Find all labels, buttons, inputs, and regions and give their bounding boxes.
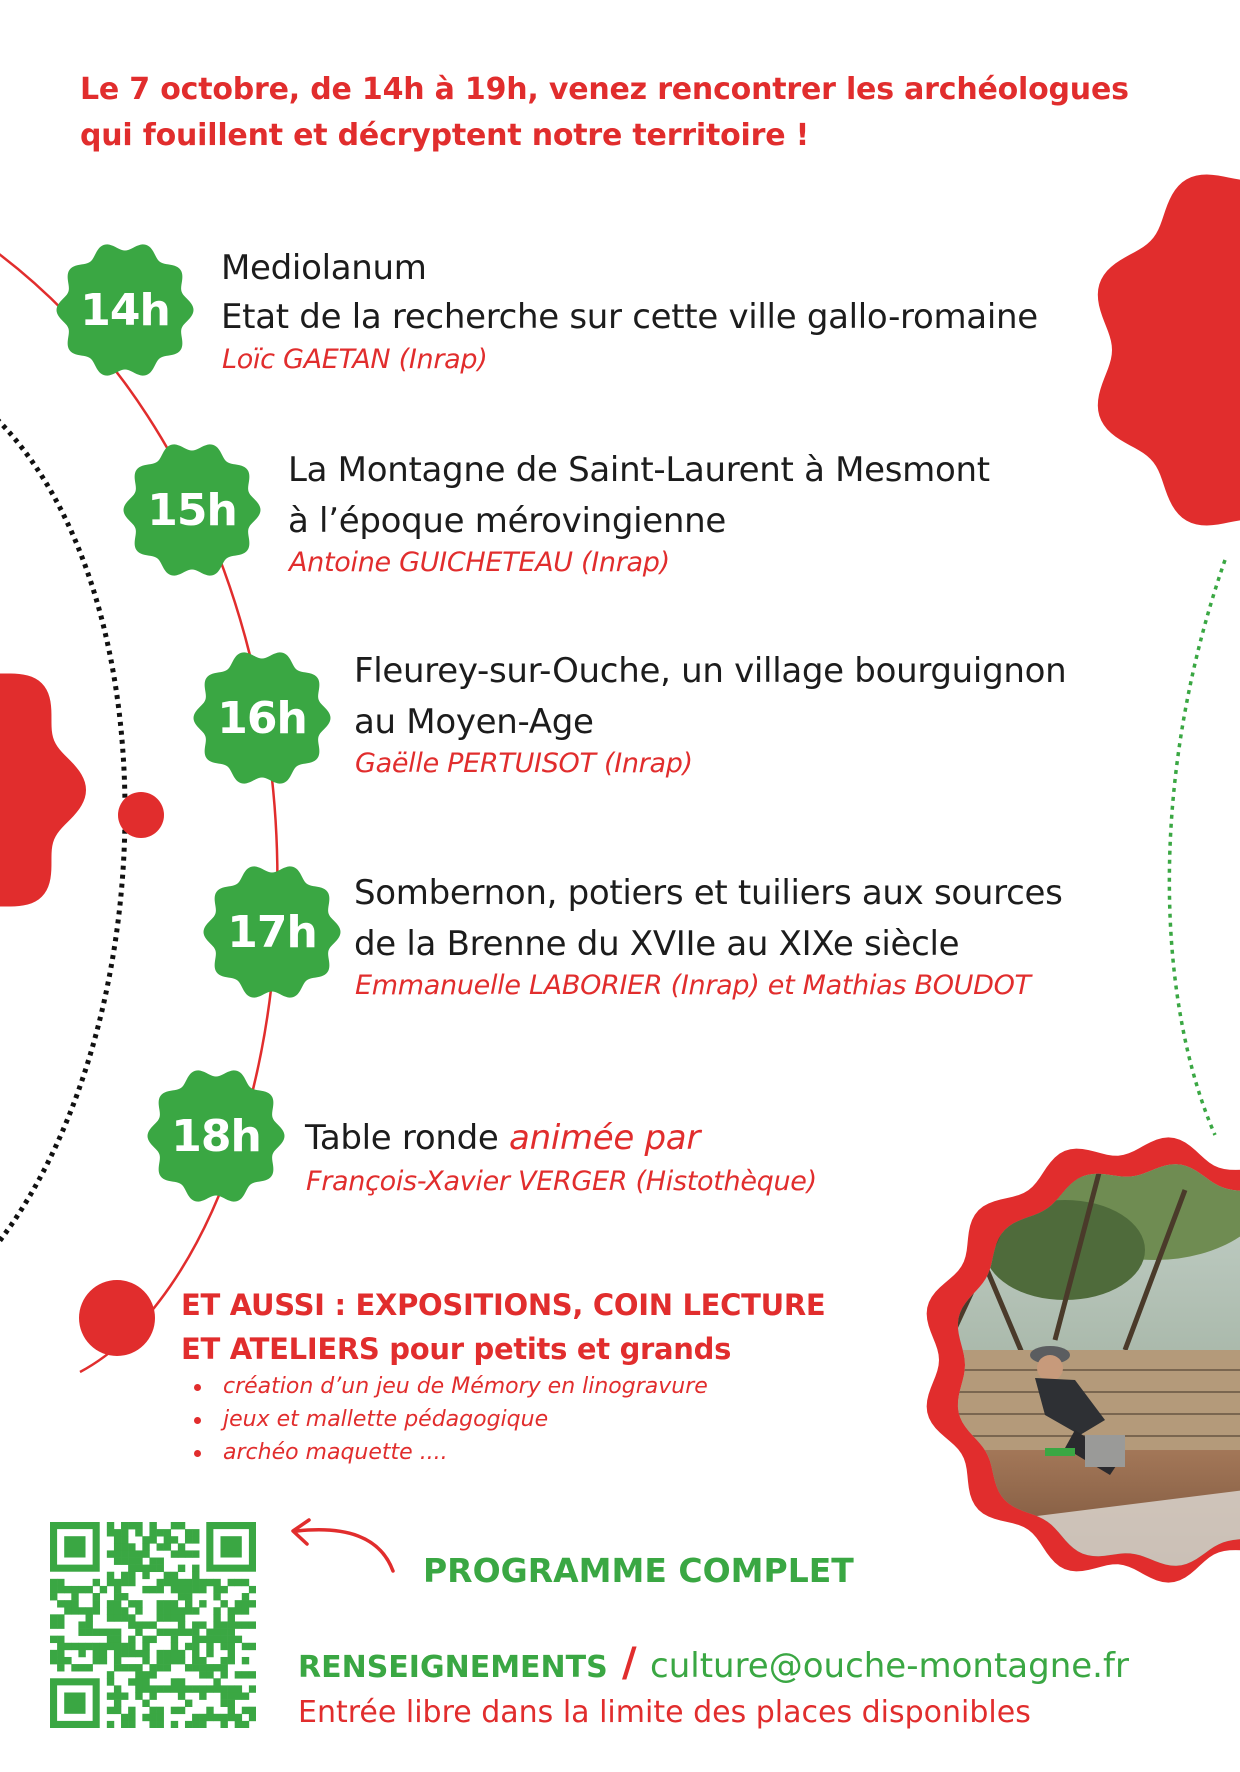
- list-item-label: archéo maquette ....: [223, 1440, 448, 1465]
- info-label: RENSEIGNEMENTS: [298, 1650, 608, 1685]
- speaker-name: Gaëlle PERTUISOT (Inrap): [355, 748, 693, 779]
- time-label: 16h: [217, 692, 307, 744]
- talk-title-line: Sombernon, potiers et tuiliers aux sources: [354, 873, 1063, 913]
- talk-title-line: La Montagne de Saint-Laurent à Mesmont: [288, 450, 990, 490]
- talk-title-line: de la Brenne du XVIIe au XIXe siècle: [354, 924, 960, 964]
- talk-title-line: au Moyen-Age: [354, 702, 594, 742]
- talk-title-line: Mediolanum: [221, 248, 427, 288]
- talk-title-accent: animée par: [509, 1118, 701, 1158]
- talk-title-line: à l’époque mérovingienne: [288, 501, 727, 541]
- curved-arrow-icon: [285, 1516, 400, 1576]
- speaker-name: Emmanuelle LABORIER (Inrap) et Mathias BOUDOT: [355, 970, 1031, 1001]
- list-item: [190, 1370, 708, 1403]
- decor-blob-left: [0, 639, 86, 941]
- excavation-photo: [905, 1130, 1240, 1590]
- entry-note: Entrée libre dans la limite des places disponibles: [298, 1695, 1031, 1730]
- time-label: 14h: [80, 284, 170, 336]
- time-label: 15h: [147, 484, 237, 536]
- programme-complet-link[interactable]: PROGRAMME COMPLET: [423, 1551, 854, 1590]
- separator-slash: /: [622, 1640, 637, 1686]
- decor-blob-right: [1098, 156, 1240, 545]
- activities-list: [190, 1370, 708, 1469]
- speaker-name: François-Xavier VERGER (Histothèque): [306, 1166, 817, 1197]
- list-item: [190, 1436, 708, 1469]
- decor-dot-large: [79, 1280, 155, 1356]
- list-item-label: jeux et mallette pédagogique: [223, 1407, 549, 1432]
- time-badge-15h: [122, 440, 262, 580]
- header-line-2: qui fouillent et décryptent notre territoire !: [80, 118, 810, 153]
- time-badge-16h: [192, 648, 332, 788]
- bullet-icon: [194, 1384, 201, 1391]
- time-badge-14h: [55, 240, 195, 380]
- time-badge-18h: [146, 1066, 286, 1206]
- header-line-1: Le 7 octobre, de 14h à 19h, venez rencontrer les archéologues: [80, 72, 1129, 107]
- time-badge-17h: [202, 862, 342, 1002]
- decor-dot: [118, 792, 164, 838]
- talk-title-line: Fleurey-sur-Ouche, un village bourguignon: [354, 651, 1067, 691]
- also-heading-line-2: ET ATELIERS pour petits et grands: [181, 1332, 732, 1366]
- contact-email-link[interactable]: culture@ouche-montagne.fr: [650, 1646, 1129, 1686]
- time-label: 17h: [227, 906, 317, 958]
- bullet-icon: [194, 1450, 201, 1457]
- talk-title-plain: Table ronde: [305, 1118, 499, 1158]
- list-item-label: création d’un jeu de Mémory en linogravure: [223, 1374, 708, 1399]
- also-heading-line-1: ET AUSSI : EXPOSITIONS, COIN LECTURE: [181, 1288, 826, 1322]
- list-item: [190, 1403, 708, 1436]
- time-label: 18h: [171, 1110, 261, 1162]
- bullet-icon: [194, 1417, 201, 1424]
- speaker-name: Loïc GAETAN (Inrap): [222, 344, 488, 375]
- speaker-name: Antoine GUICHETEAU (Inrap): [289, 547, 670, 578]
- dotted-arc-green: [1169, 560, 1225, 1135]
- talk-title-line: Etat de la recherche sur cette ville gallo-romaine: [221, 297, 1038, 337]
- qr-code-icon[interactable]: [50, 1522, 256, 1728]
- talk-title-roundtable: [305, 1118, 700, 1158]
